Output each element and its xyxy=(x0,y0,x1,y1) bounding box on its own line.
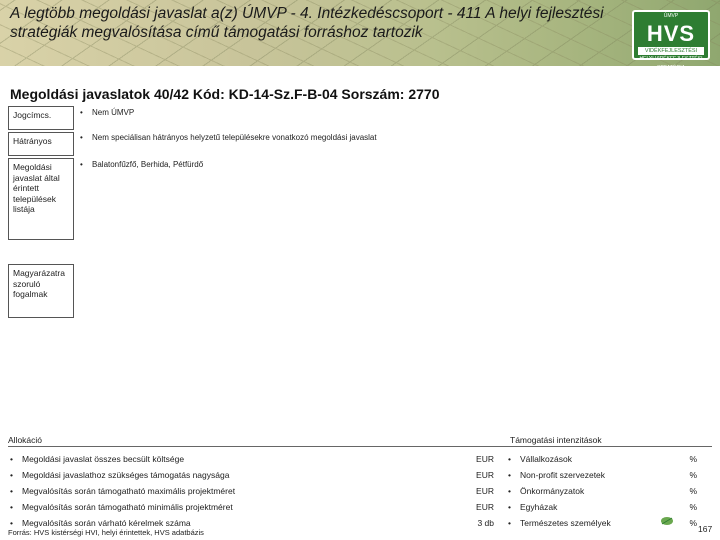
logo-text: HVS xyxy=(646,21,696,46)
header-banner xyxy=(0,0,720,71)
allocation-row-label: Megvalósítás során várható kérelmek száma xyxy=(22,518,191,528)
bullet-dot: • xyxy=(508,454,511,464)
support-intensity-row-label: Önkormányzatok xyxy=(520,486,585,496)
bullet-dot: • xyxy=(508,486,511,496)
allocation-row-unit: 3 db xyxy=(477,518,494,528)
fogalmak-label: Magyarázatra szoruló fogalmak xyxy=(8,264,74,318)
source-note: Forrás: HVS kistérségi HVI, helyi érintettek, HVS adatbázis xyxy=(8,528,204,537)
jogcimcs-label: Jogcímcs. xyxy=(8,106,74,130)
support-intensity-row-label: Non-profit szervezetek xyxy=(520,470,606,480)
support-intensity-row-unit: % xyxy=(689,470,697,480)
support-intensity-row-unit: % xyxy=(689,454,697,464)
bullet-dot: • xyxy=(10,518,13,528)
leaf-icon xyxy=(660,515,674,527)
allocation-row-unit: EUR xyxy=(476,502,494,512)
logo-sub-text: VIDÉKFEJLESZTÉSI xyxy=(638,47,704,55)
bullet-dot: • xyxy=(508,502,511,512)
allocation-row-unit: EUR xyxy=(476,454,494,464)
page-number: 167 xyxy=(698,524,713,534)
allocation-row-label: Megvalósítás során támogatható minimális projektméret xyxy=(22,502,233,512)
hatranyos-label: Hátrányos xyxy=(8,132,74,156)
bullet-dot: • xyxy=(10,454,13,464)
allocation-heading: Allokáció xyxy=(8,435,43,445)
support-intensity-row-unit: % xyxy=(689,518,697,528)
bullet-dot: • xyxy=(10,486,13,496)
divider xyxy=(8,446,712,447)
allocation-row-label: Megoldási javaslathoz szükséges támogatás nagysága xyxy=(22,470,230,480)
support-intensity-row-label: Vállalkozások xyxy=(520,454,572,464)
support-intensity-row-unit: % xyxy=(689,502,697,512)
support-intensity-heading: Támogatási intenzitások xyxy=(510,435,602,445)
bullet-dot: • xyxy=(508,470,511,480)
section-subtitle: Megoldási javaslatok 40/42 Kód: KD-14-Sz.F-B-04 Sorszám: 2770 xyxy=(10,86,440,102)
telepulesek-label: Megoldási javaslat által érintett települések listája xyxy=(8,158,74,240)
bullet-dot: • xyxy=(508,518,511,528)
logo-top-text: ÚMVP xyxy=(663,13,679,19)
allocation-row-label: Megvalósítás során támogatható maximális projektméret xyxy=(22,486,236,496)
bullet-dot: • xyxy=(10,470,13,480)
support-intensity-row-unit: % xyxy=(689,486,697,496)
allocation-row-unit: EUR xyxy=(476,470,494,480)
allocation-row-label: Megoldási javaslat összes becsült költsége xyxy=(22,454,185,464)
support-intensity-row-label: Egyházak xyxy=(520,502,558,512)
page-title: A legtöbb megoldási javaslat a(z) ÚMVP - 4. Intézkedéscsoport - 411 A helyi fejlesztési stratégiák megvalósítása című támogatási forráshoz tartozik xyxy=(10,5,604,41)
hvs-logo xyxy=(632,10,710,71)
logo-bottom-text: HELYI VIDÉKFEJLESZTÉSI STRATÉGIA xyxy=(639,56,703,71)
support-intensity-row-label: Természetes személyek xyxy=(520,518,611,528)
allocation-row-unit: EUR xyxy=(476,486,494,496)
bullet-dot: • xyxy=(10,502,13,512)
